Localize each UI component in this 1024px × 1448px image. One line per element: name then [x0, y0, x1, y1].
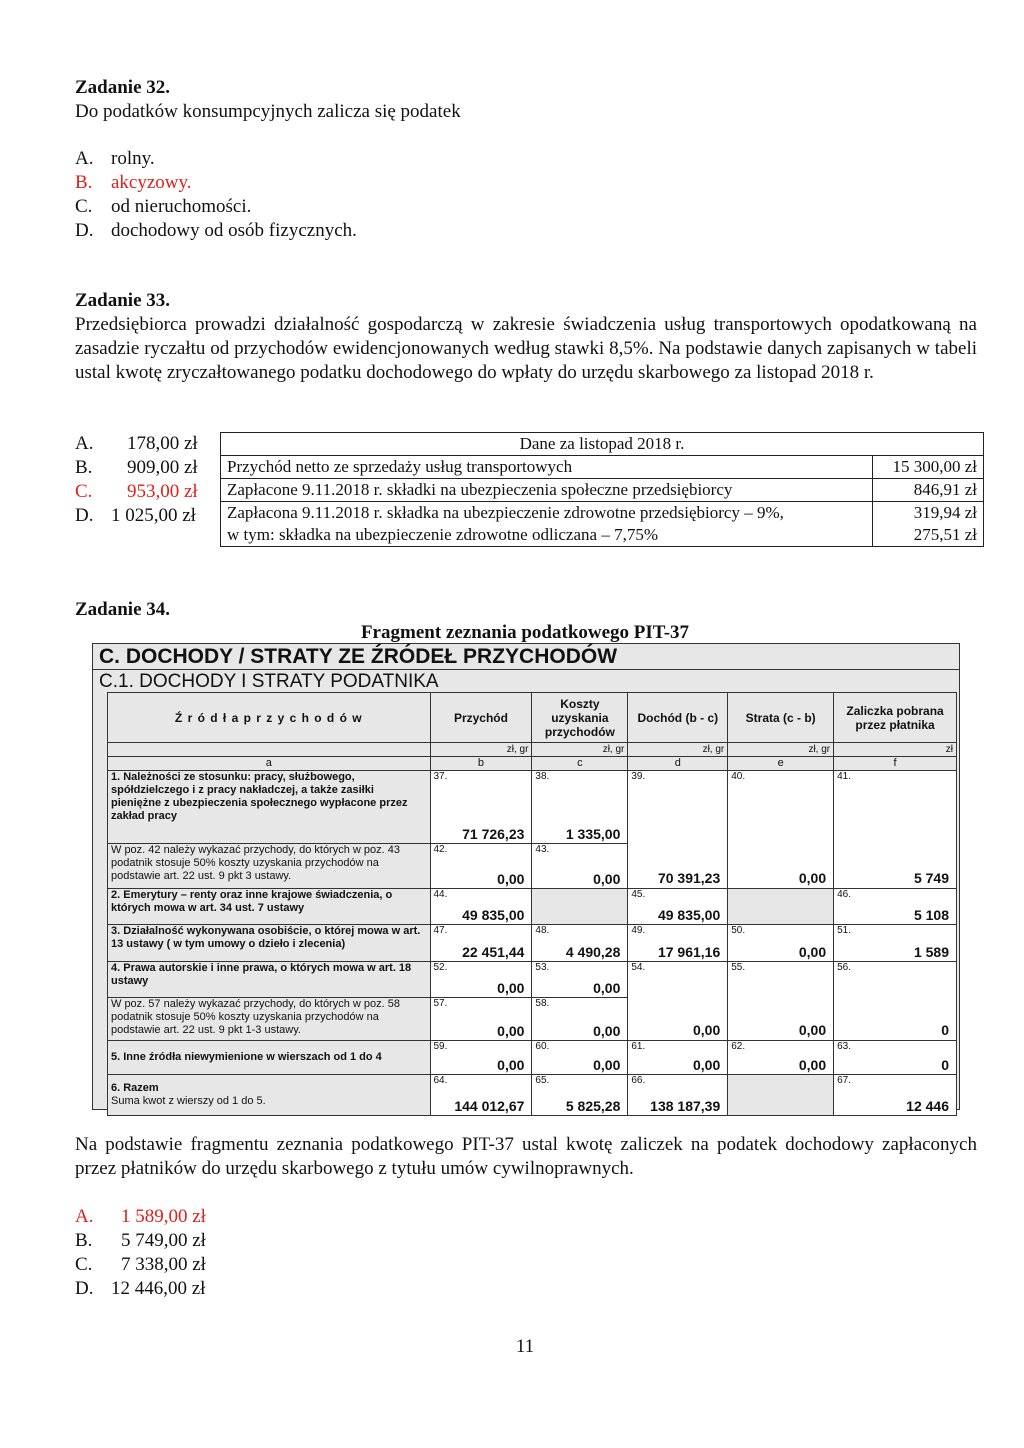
table-row: 5. Inne źródła niewymienione w wierszach od 1 do 4 59. 0,00 60. 0,00 61. 0,00 62. 0,00 63. 0: [108, 1041, 957, 1075]
table-row: Zapłacone 9.11.2018 r. składki na ubezpieczenia społeczne przedsiębiorcy 846,91 zł: [221, 479, 984, 502]
z33-title: Zadanie 33.: [75, 290, 171, 311]
z34-question: Na podstawie fragmentu zeznania podatkowego PIT-37 ustal kwotę zaliczek na podatek dochodowy zapłaconych przez płatników do urzędu skarbowego z tytułu umów cywilnoprawnych.: [75, 1134, 977, 1179]
z33-table-header: Dane za listopad 2018 r.: [221, 433, 984, 456]
z33-option-c: C. 953,00 zł: [75, 481, 198, 502]
z34-title: Zadanie 34.: [75, 599, 171, 620]
table-row: 2. Emerytury – renty oraz inne krajowe świadczenia, o których mowa w art. 34 ust. 7 ustawy 44. 49 835,00 45. 49 835,00 46. 5 108: [108, 889, 957, 925]
table-row: 1. Należności ze stosunku: pracy, służbowego, spółdzielczego i z pracy nakładczej, a także zasiłki pieniężne z ubezpieczenia społecznego wypłacone przez zakład pracy 37. 71 726,23 38. 1 335,00 39. 70 391,23 40. 0,00 41. 5 749: [108, 771, 957, 844]
z32-question: Do podatków konsumpcyjnych zalicza się podatek: [75, 101, 461, 122]
z34-fragment-title: Fragment zeznania podatkowego PIT-37: [360, 622, 690, 643]
z33-option-d: D. 1 025,00 zł: [75, 505, 196, 526]
pit37-table: [107, 692, 957, 1116]
z34-option-a: A. 1 589,00 zł: [75, 1206, 206, 1227]
z33-data-table: [220, 432, 984, 547]
section-c1-title: C.1. DOCHODY I STRATY PODATNIKA: [99, 671, 439, 692]
z32-option-b: B. akcyzowy.: [75, 172, 192, 193]
z34-option-b: B. 5 749,00 zł: [75, 1230, 206, 1251]
table-row: W poz. 57 należy wykazać przychody, do których w poz. 58 podatnik stosuje 50% koszty uzyskania przychodów na podstawie art. 22 ust. 9 pkt 1-3 ustawy. 57. 0,00 58. 0,00: [108, 998, 957, 1041]
table-row: W poz. 42 należy wykazać przychody, do których w poz. 43 podatnik stosuje 50% koszty uzyskania przychodów na podstawie art. 22 ust. 9 pkt 3 ustawy. 42. 0,00 43. 0,00: [108, 844, 957, 889]
z32-title: Zadanie 32.: [75, 77, 171, 98]
z33-option-b: B. 909,00 zł: [75, 457, 198, 478]
table-row: Przychód netto ze sprzedaży usług transportowych 15 300,00 zł: [221, 456, 984, 479]
header-row: Ź r ó d ł a p r z y c h o d ó w Przychód Koszty uzyskania przychodów Dochód (b - c) Strata (c - b) Zaliczka pobrana przez płatnika: [108, 693, 957, 743]
z33-option-a: A. 178,00 zł: [75, 433, 198, 454]
section-c-title: C. DOCHODY / STRATY ZE ŹRÓDEŁ PRZYCHODÓW: [93, 644, 959, 670]
z34-option-c: C. 7 338,00 zł: [75, 1254, 206, 1275]
z32-option-d: D. dochodowy od osób fizycznych.: [75, 220, 357, 241]
z34-option-d: D. 12 446,00 zł: [75, 1278, 206, 1299]
page-number: 11: [515, 1336, 535, 1357]
unit-row: zł, gr zł, gr zł, gr zł, gr zł: [108, 743, 957, 757]
z32-option-a: A. rolny.: [75, 148, 155, 169]
table-row: Zapłacona 9.11.2018 r. składka na ubezpieczenie zdrowotne przedsiębiorcy – 9%, w tym: składka na ubezpieczenie zdrowotne odliczana – 7,75% 319,94 zł 275,51 zł: [221, 502, 984, 547]
table-row: 6. Razem Suma kwot z wierszy od 1 do 5. 64. 144 012,67 65. 5 825,28 66. 138 187,39 67. 12 446: [108, 1075, 957, 1116]
z32-option-c: C. od nieruchomości.: [75, 196, 252, 217]
letter-row: a b c d e f: [108, 757, 957, 771]
table-row: 3. Działalność wykonywana osobiście, o której mowa w art. 13 ustawy ( w tym umowy o dzieło i zlecenia) 47. 22 451,44 48. 4 490,28 49. 17 961,16 50. 0,00 51. 1 589: [108, 925, 957, 962]
z33-question: Przedsiębiorca prowadzi działalność gospodarczą w zakresie świadczenia usług transportowych opodatkowaną na zasadzie ryczałtu od przychodów ewidencjonowanych według stawki 8,5%. Na podstawie danych zapisanych w tabeli ustal kwotę zryczałtowanego podatku dochodowego do wpłaty do urzędu skarbowego za listopad 2018 r.: [75, 314, 977, 383]
table-row: 4. Prawa autorskie i inne prawa, o których mowa w art. 18 ustawy 52. 0,00 53. 0,00 54. 0,00 55. 0,00 56. 0: [108, 962, 957, 998]
